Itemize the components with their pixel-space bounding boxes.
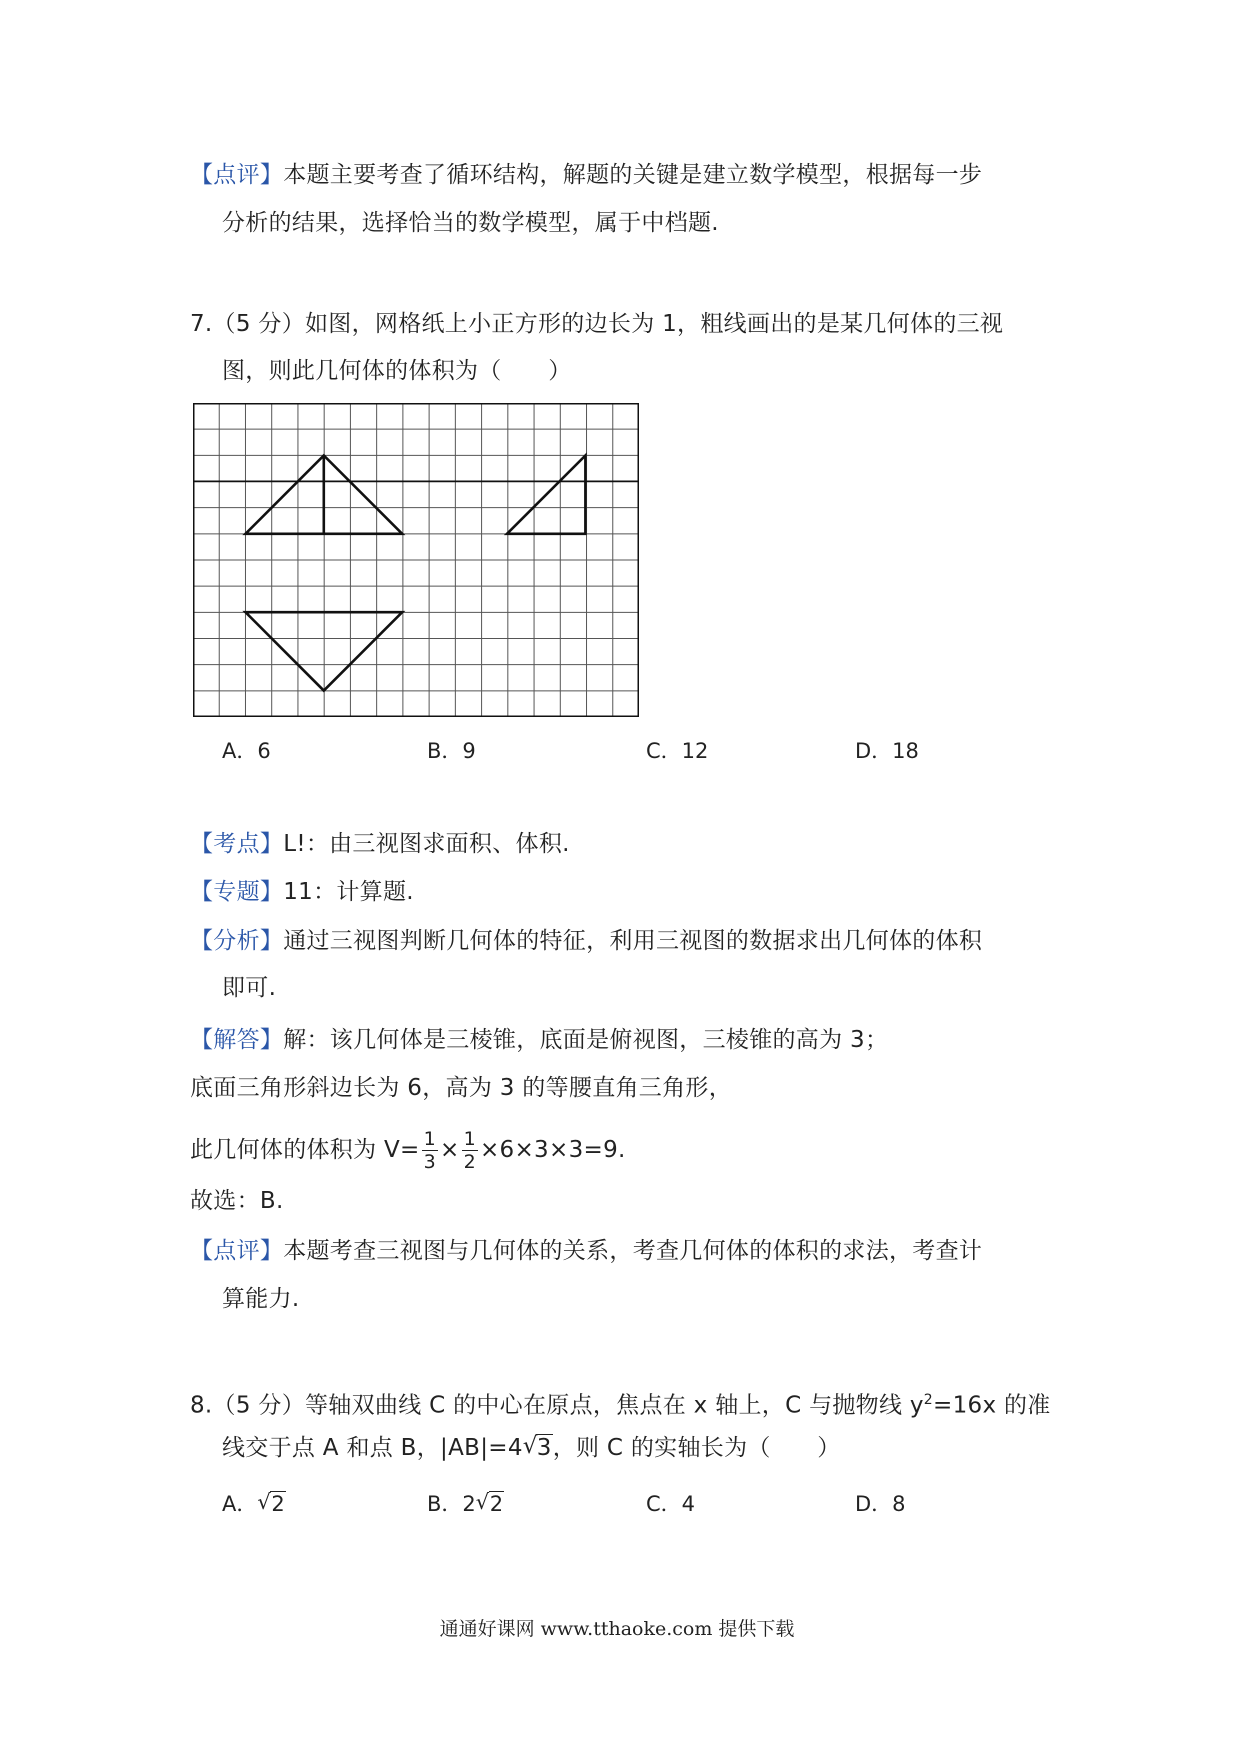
zhuanti-line	[190, 877, 414, 907]
q8-stem-1b: =16x 的准	[933, 1392, 1051, 1419]
times-sign: ×	[440, 1137, 460, 1163]
q8-choice-a-label: A．	[222, 1492, 258, 1516]
q8-superscript: 2	[923, 1392, 934, 1408]
sqrt-three-radicand: 3	[536, 1435, 552, 1461]
sqrt-three	[523, 1433, 553, 1463]
page-footer: 通通好课网 www.tthaoke.com 提供下载	[439, 1618, 795, 1640]
jieda-text-1: 解：该几何体是三棱锥，底面是俯视图，三棱锥的高为 3；	[283, 1027, 889, 1053]
sqrt-two-b	[476, 1489, 504, 1519]
review-line-1	[190, 160, 982, 190]
volume-formula-prefix: 此几何体的体积为 V=	[190, 1137, 420, 1163]
q7-choice-a: A．6	[222, 739, 271, 763]
q8-choice-b-coef: 2	[462, 1492, 476, 1516]
dianping-line-2: 算能力.	[222, 1286, 300, 1312]
q8-choice-b	[427, 1489, 504, 1519]
q7-choice-d: D．18	[855, 739, 919, 763]
dianping-text-1: 本题考查三视图与几何体的关系，考查几何体的体积的求法，考查计	[283, 1238, 983, 1264]
q8-stem-1a: 8.（5 分）等轴双曲线 C 的中心在原点，焦点在 x 轴上，C 与抛物线 y	[190, 1392, 924, 1419]
dianping-tag: 【点评】	[190, 1238, 284, 1264]
q8-choice-c: C．4	[646, 1492, 696, 1516]
q8-stem-1	[190, 1385, 1051, 1421]
fraction-1-denominator: 3	[423, 1151, 437, 1173]
volume-formula-suffix: ×6×3×3=9.	[479, 1137, 626, 1163]
zhuanti-text: 11：计算题.	[283, 879, 414, 905]
guxuan-line: 故选：B.	[190, 1188, 284, 1214]
review-text-1: 本题主要考查了循环结构，解题的关键是建立数学模型，根据每一步	[283, 162, 983, 188]
fraction-one-half	[462, 1128, 478, 1173]
fenxi-text-1: 通过三视图判断几何体的特征，利用三视图的数据求出几何体的体积	[283, 928, 983, 954]
jieda-tag: 【解答】	[190, 1027, 284, 1053]
sqrt-two-a-radicand: 2	[271, 1492, 285, 1516]
fenxi-line-2: 即可.	[222, 975, 277, 1001]
q7-choice-c: C．12	[646, 739, 709, 763]
fenxi-tag: 【分析】	[190, 928, 284, 954]
three-view-figure	[193, 403, 639, 717]
kaodian-text: L!：由三视图求面积、体积.	[283, 831, 570, 857]
q8-stem-2	[222, 1433, 841, 1463]
review-line-2: 分析的结果，选择恰当的数学模型，属于中档题.	[222, 210, 719, 236]
q7-choice-b: B．9	[427, 739, 476, 763]
jieda-line-2: 底面三角形斜边长为 6，高为 3 的等腰直角三角形，	[190, 1075, 732, 1101]
fenxi-line-1	[190, 926, 982, 956]
jieda-line-1	[190, 1025, 888, 1055]
fraction-one-third	[422, 1128, 438, 1173]
sqrt-two-a	[257, 1489, 285, 1519]
fraction-2-numerator: 1	[463, 1128, 476, 1150]
fraction-2-denominator: 2	[463, 1151, 476, 1173]
fraction-1-numerator: 1	[423, 1128, 437, 1150]
q8-choice-d: D．8	[855, 1492, 906, 1516]
dianping-line-1	[190, 1236, 982, 1266]
kaodian-line	[190, 829, 570, 859]
grid-lines	[193, 403, 639, 717]
q7-stem-2: 图，则此几何体的体积为（ ）	[222, 358, 572, 384]
review-tag: 【点评】	[190, 162, 284, 188]
q8-stem-2a: 线交于点 A 和点 B，|AB|=4	[222, 1435, 523, 1461]
q8-choice-a	[222, 1489, 286, 1519]
kaodian-tag: 【考点】	[190, 831, 284, 857]
q8-stem-2b: ，则 C 的实轴长为（ ）	[552, 1435, 841, 1461]
zhuanti-tag: 【专题】	[190, 879, 284, 905]
q7-stem-1: 7.（5 分）如图，网格纸上小正方形的边长为 1，粗线画出的是某几何体的三视	[190, 311, 1004, 337]
sqrt-two-b-radicand: 2	[489, 1492, 504, 1516]
volume-formula-line	[190, 1128, 626, 1173]
front-view	[246, 456, 403, 534]
q8-choice-b-label: B．	[427, 1492, 463, 1516]
side-view	[507, 456, 585, 534]
